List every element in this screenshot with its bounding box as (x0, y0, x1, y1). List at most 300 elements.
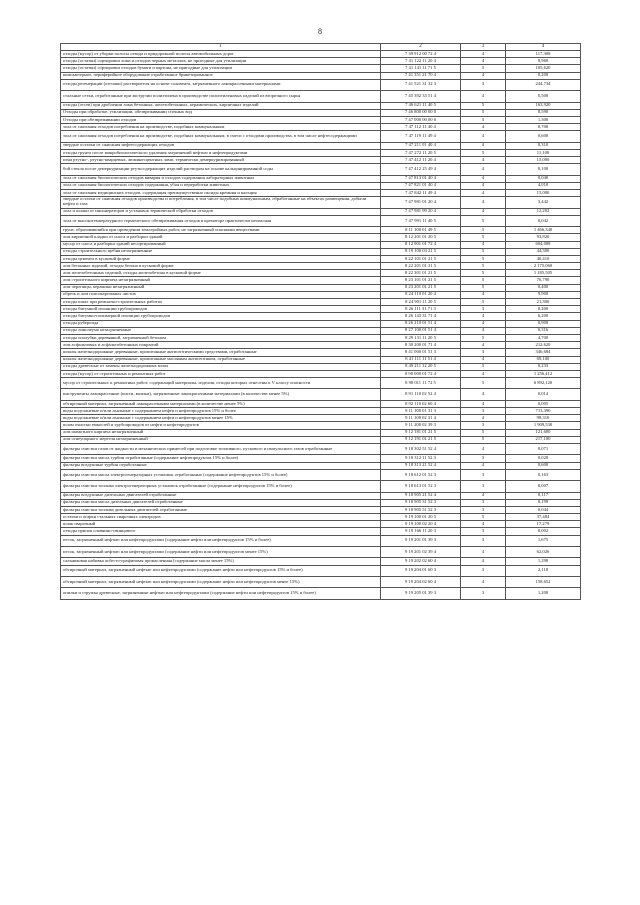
table-row (61, 528, 581, 535)
mass-cell: 0,117 (506, 492, 581, 499)
waste-name-cell: Отходы при обезвреживании отходов (61, 116, 381, 123)
table-row (61, 248, 581, 255)
table-row (61, 291, 581, 298)
hazard-class-cell: 5 (461, 65, 506, 72)
waste-name-cell: отходы (мусор) от строительных и ремонтных работ (61, 370, 381, 377)
hazard-class-cell: 4 (461, 208, 506, 215)
fkko-code-cell: 7 47 821 01 40 4 (381, 182, 461, 189)
mass-cell: 1,300 (506, 116, 581, 123)
mass-cell: 0,040 (506, 175, 581, 182)
hazard-class-cell: 4 (461, 415, 506, 422)
fkko-code-cell: 7 47 813 01 40 4 (381, 175, 461, 182)
hazard-class-cell: 4 (461, 389, 506, 400)
fkko-code-cell: 8 41 111 11 51 4 (381, 356, 461, 363)
fkko-code-cell: 8 91 110 02 52 4 (381, 389, 461, 400)
fkko-code-cell: 7 45 392 33 51 4 (381, 91, 461, 102)
hazard-class-cell: 5 (461, 234, 506, 241)
fkko-code-cell: 7 46 800 00 00 0 (381, 109, 461, 116)
hazard-class-cell: 4 (461, 444, 506, 455)
mass-cell: 0,071 (506, 444, 581, 455)
mass-cell: 37,484 (506, 514, 581, 521)
hazard-class-cell: 3 (461, 506, 506, 513)
hazard-class-cell: 3 (461, 408, 506, 415)
table-row (61, 313, 581, 320)
mass-cell: 158,652 (506, 577, 581, 588)
fkko-code-cell: 8 49 211 12 20 5 (381, 363, 461, 370)
hazard-class-cell: 4 (461, 72, 506, 79)
table-row (61, 535, 581, 546)
fkko-code-cell: 7 47 412 11 20 4 (381, 157, 461, 164)
waste-name-cell: отходы битумной изоляции трубопроводов (61, 306, 381, 313)
table-row (61, 327, 581, 334)
table-row (61, 481, 581, 492)
waste-name-cell: обтирочный материал, загрязненный нефтью или нефтепродуктами (содержание нефти или нефтепродуктов 15% и более) (61, 565, 381, 576)
hazard-class-cell: 5 (461, 334, 506, 341)
mass-cell: 117,308 (506, 51, 581, 58)
table-header-row (61, 44, 581, 51)
mass-cell: 0,005 (506, 400, 581, 407)
mass-cell: 163,920 (506, 102, 581, 109)
hazard-class-cell: 5 (461, 149, 506, 156)
fkko-code-cell: 8 41 000 01 51 3 (381, 349, 461, 356)
table-row (61, 157, 581, 164)
mass-cell: 1 466,340 (506, 227, 581, 234)
hazard-class-cell: 5 (461, 277, 506, 284)
waste-name-cell: отходы строительного щебня незагрязненные (61, 248, 381, 255)
table-row (61, 349, 581, 356)
waste-name-cell: твердые остатки от сжигания отходов производства и потребления, в том числе подобных коммунальным, обработанные на объектах размещения, добычи нефти и газа (61, 197, 381, 208)
table-row (61, 422, 581, 429)
table-row (61, 378, 581, 389)
mass-cell: 217,100 (506, 436, 581, 443)
hazard-class-cell: 5 (461, 227, 506, 234)
mass-cell: 0,002 (506, 528, 581, 535)
mass-cell: 8,590 (506, 109, 581, 116)
fkko-code-cell: 7 47 412 25 49 4 (381, 164, 461, 175)
waste-name-cell: фильтры очистки масла дизельных двигателей отработанные (61, 499, 381, 506)
mass-cell: 0,600 (506, 462, 581, 469)
waste-name-cell: мусор от строительных и ремонтных работ, содержащий материалы, изделия, отходы которых отнесены к V классу опасности (61, 378, 381, 389)
fkko-code-cell: 8 24 901 11 20 5 (381, 299, 461, 306)
table-row (61, 514, 581, 521)
mass-cell: 1 256,412 (506, 370, 581, 377)
table-row (61, 227, 581, 234)
table-row (61, 215, 581, 226)
fkko-code-cell: 7 47 272 11 20 5 (381, 149, 461, 156)
fkko-code-cell: 7 41 141 11 71 5 (381, 65, 461, 72)
waste-name-cell: зола и шлаки от инсинераторов и установок термической обработки отходов (61, 208, 381, 215)
fkko-code-cell: 8 23 101 01 21 5 (381, 277, 461, 284)
mass-cell: 0,199 (506, 499, 581, 506)
mass-cell: 12,202 (506, 208, 581, 215)
header-col-3: 3 (461, 44, 506, 51)
table-row (61, 263, 581, 270)
hazard-class-cell: 5 (461, 299, 506, 306)
waste-name-cell: сальниковая набивка асбесто-графитовая промасленная (содержание масла менее 15%) (61, 558, 381, 565)
fkko-code-cell: 7 47 842 11 49 4 (381, 190, 461, 197)
fkko-code-cell: 8 24 110 01 20 4 (381, 291, 461, 298)
waste-name-cell: шпалы железнодорожные деревянные, пропитанные масляным антисептиком, отработанные (61, 356, 381, 363)
table-row (61, 255, 581, 262)
fkko-code-cell: 9 18 313 21 52 4 (381, 462, 461, 469)
header-col-4: 4 (506, 44, 581, 51)
mass-cell: 0,020 (506, 455, 581, 462)
table-row (61, 284, 581, 291)
table-row (61, 389, 581, 400)
mass-cell: 76,790 (506, 277, 581, 284)
table-row (61, 547, 581, 558)
fkko-code-cell: 8 22 201 01 21 5 (381, 263, 461, 270)
fkko-code-cell: 7 41 122 11 20 4 (381, 58, 461, 65)
waste-name-cell: лом железобетонных изделий, отходы железобетона в кусковой форме (61, 270, 381, 277)
header-col-2: 2 (381, 44, 461, 51)
fkko-code-cell: 9 19 166 11 20 3 (381, 528, 461, 535)
table-row (61, 299, 581, 306)
mass-cell: 713,390 (506, 408, 581, 415)
waste-name-cell: бой стекла после демеркуризации ртутьсодержащих изделий раствором на основе кальцинированной соды (61, 164, 381, 175)
fkko-code-cell: 7 47 119 11 49 4 (381, 131, 461, 142)
hazard-class-cell: 3 (461, 455, 506, 462)
fkko-code-cell: 9 11 100 02 31 4 (381, 415, 461, 422)
hazard-class-cell: 3 (461, 469, 506, 480)
waste-name-cell: лом бетонных изделий, отходы бетона в кусковой форме (61, 263, 381, 270)
waste-name-cell: отходы (отсев) при дроблении лома бетонных, железобетонных, керамических, кирпичных изделий (61, 102, 381, 109)
mass-cell: 244,734 (506, 79, 581, 90)
table-row (61, 408, 581, 415)
table-row (61, 58, 581, 65)
waste-name-cell: отходы линолеума незагрязненные (61, 327, 381, 334)
hazard-class-cell: 3 (461, 528, 506, 535)
waste-name-cell: отходы (остатки) сортировки лома и отходов черных металлов, не пригодные для утилизации (61, 58, 381, 65)
hazard-class-cell: 4 (461, 400, 506, 407)
hazard-class-cell: 4 (461, 241, 506, 248)
fkko-code-cell: 9 18 312 11 52 3 (381, 455, 461, 462)
fkko-code-cell: 8 26 143 31 71 4 (381, 313, 461, 320)
mass-cell: 0,007 (506, 481, 581, 492)
fkko-code-cell: 7 47 211 01 40 4 (381, 142, 461, 149)
mass-cell: 21,300 (506, 299, 581, 306)
mass-cell: 0,014 (506, 389, 581, 400)
mass-cell: 0,700 (506, 124, 581, 131)
mass-cell: 0,200 (506, 72, 581, 79)
mass-cell: 3,442 (506, 197, 581, 208)
waste-name-cell: отходы регенерации (отгонки) растворителя на основе сольвента, загрязненного лакокрасочными материалами (61, 79, 381, 90)
table-row (61, 175, 581, 182)
fkko-code-cell: 9 18 905 31 52 3 (381, 499, 461, 506)
hazard-class-cell: 4 (461, 342, 506, 349)
hazard-class-cell: 5 (461, 116, 506, 123)
waste-name-cell: опилки и стружка древесные, загрязненные нефтью или нефтепродуктами (содержание нефти или нефтепродуктов 15% и более) (61, 588, 381, 599)
waste-name-cell: зола от сжигания отходов потребления на производстве, подобных коммунальным (61, 124, 381, 131)
mass-cell: 40,410 (506, 255, 581, 262)
mass-cell: 121,600 (506, 429, 581, 436)
hazard-class-cell: 5 (461, 363, 506, 370)
table-row (61, 506, 581, 513)
fkko-code-cell: 8 22 101 01 21 5 (381, 255, 461, 262)
fkko-code-cell: 9 12 181 01 21 5 (381, 429, 461, 436)
fkko-code-cell: 8 90 011 11 72 5 (381, 378, 461, 389)
waste-name-cell: отходы рубероида (61, 320, 381, 327)
fkko-code-cell: 7 41 351 21 70 4 (381, 72, 461, 79)
table-row (61, 149, 581, 156)
waste-name-cell: зола от сжигания медицинских отходов, содержащая преимущественно оксиды кремния и кальция (61, 190, 381, 197)
hazard-class-cell: 3 (461, 481, 506, 492)
waste-name-cell: лом черепицы, керамики незагрязненный (61, 284, 381, 291)
mass-cell: 0,200 (506, 306, 581, 313)
fkko-code-cell: 9 19 205 01 39 3 (381, 588, 461, 599)
waste-name-cell: фильтры воздушные турбин отработанные (61, 462, 381, 469)
hazard-class-cell: 5 (461, 248, 506, 255)
table-row (61, 370, 581, 377)
fkko-code-cell: 7 41 521 31 32 3 (381, 79, 461, 90)
waste-name-cell: зола от сжигания биологических отходов содержания, убоя и переработки животных (61, 182, 381, 189)
mass-cell: 15,000 (506, 157, 581, 164)
fkko-code-cell: 9 19 201 02 39 4 (381, 547, 461, 558)
mass-cell: 1,298 (506, 558, 581, 565)
fkko-code-cell: 9 12 191 01 21 5 (381, 436, 461, 443)
waste-name-cell: твердые остатки от сжигания нефтесодержащих отходов (61, 142, 381, 149)
hazard-class-cell: 5 (461, 255, 506, 262)
mass-cell: 0,044 (506, 506, 581, 513)
hazard-class-cell: 5 (461, 270, 506, 277)
waste-name-cell: лом строительного кирпича незагрязненный (61, 277, 381, 284)
waste-name-cell: фильтры очистки топлива дизельных двигателей отработанные (61, 506, 381, 513)
table-row (61, 164, 581, 175)
hazard-class-cell: 5 (461, 102, 506, 109)
hazard-class-cell: 3 (461, 499, 506, 506)
table-row (61, 320, 581, 327)
hazard-class-cell: 5 (461, 284, 506, 291)
fkko-code-cell: 9 18 905 51 52 3 (381, 506, 461, 513)
table-row (61, 208, 581, 215)
fkko-code-cell: 8 22 301 01 21 5 (381, 270, 461, 277)
waste-table (60, 43, 581, 600)
table-row (61, 79, 581, 90)
fkko-code-cell: 9 19 100 01 20 5 (381, 514, 461, 521)
hazard-class-cell: 4 (461, 91, 506, 102)
hazard-class-cell: 4 (461, 327, 506, 334)
mass-cell: 0,163 (506, 469, 581, 480)
mass-cell: 1,675 (506, 535, 581, 546)
waste-name-cell: воды подсланевые и/или льяльные с содержанием нефти и нефтепродуктов менее 15% (61, 415, 381, 422)
hazard-class-cell: 3 (461, 349, 506, 356)
table-row (61, 415, 581, 422)
table-row (61, 455, 581, 462)
hazard-class-cell: 5 (461, 215, 506, 226)
table-row (61, 577, 581, 588)
waste-name-cell: грунт, образовавшийся при проведении землеройных работ, не загрязненный опасными веществами (61, 227, 381, 234)
fkko-code-cell: 9 18 905 21 52 4 (381, 492, 461, 499)
waste-name-cell: отходы цемента в кусковой форме (61, 255, 381, 262)
table-row (61, 444, 581, 455)
table-row (61, 306, 581, 313)
table-row (61, 65, 581, 72)
waste-name-cell: песок, загрязненный нефтью или нефтепродуктами (содержание нефти или нефтепродуктов 15% и более) (61, 535, 381, 546)
hazard-class-cell: 4 (461, 291, 506, 298)
table-row (61, 469, 581, 480)
fkko-code-cell: 9 18 302 51 52 4 (381, 444, 461, 455)
mass-cell: 1 185,505 (506, 270, 581, 277)
mass-cell: 69,100 (506, 356, 581, 363)
fkko-code-cell: 9 19 204 02 60 4 (381, 577, 461, 588)
waste-name-cell: отходы битумно-полимерной изоляции трубопроводов (61, 313, 381, 320)
mass-cell: 6 892,120 (506, 378, 581, 389)
hazard-class-cell: 4 (461, 190, 506, 197)
mass-cell: 2,118 (506, 565, 581, 576)
waste-name-cell: пена ртутно-, ртутно-кварцевых, люминесцентных ламп, термически демеркуризированный (61, 157, 381, 164)
page-number: 8 (318, 27, 322, 36)
fkko-code-cell: 9 19 100 02 20 4 (381, 521, 461, 528)
mass-cell: 4,010 (506, 182, 581, 189)
fkko-code-cell: 8 90 000 01 72 4 (381, 370, 461, 377)
fkko-code-cell: 7 47 991 11 40 5 (381, 215, 461, 226)
table-row (61, 429, 581, 436)
hazard-class-cell: 4 (461, 124, 506, 131)
fkko-code-cell: 9 19 204 01 60 3 (381, 565, 461, 576)
table-row (61, 588, 581, 599)
fkko-code-cell: 8 26 210 01 51 4 (381, 320, 461, 327)
waste-name-cell: лом асфальтовых и асфальтобетонных покрытий (61, 342, 381, 349)
hazard-class-cell: 3 (461, 565, 506, 576)
fkko-code-cell: 9 11 100 01 31 3 (381, 408, 461, 415)
hazard-class-cell: 4 (461, 370, 506, 377)
waste-name-cell: шлам очистки емкостей и трубопроводов от нефти и нефтепродуктов (61, 422, 381, 429)
hazard-class-cell: 4 (461, 182, 506, 189)
table-row (61, 363, 581, 370)
fkko-code-cell: 9 18 613 01 52 3 (381, 481, 461, 492)
mass-cell: 0,400 (506, 284, 581, 291)
waste-name-cell: отходы (остатки) сортировки отходов бумаги и картона, не пригодные для утилизации (61, 65, 381, 72)
hazard-class-cell: 5 (461, 514, 506, 521)
hazard-class-cell: 4 (461, 157, 506, 164)
table-row (61, 124, 581, 131)
hazard-class-cell: 4 (461, 51, 506, 58)
fkko-code-cell: 7 47 981 99 20 4 (381, 208, 461, 215)
hazard-class-cell: 3 (461, 422, 506, 429)
waste-name-cell: фильтры воздушные дизельных двигателей отработанные (61, 492, 381, 499)
hazard-class-cell: 4 (461, 492, 506, 499)
hazard-class-cell: 4 (461, 521, 506, 528)
table-row (61, 72, 581, 79)
fkko-code-cell: 9 18 612 01 52 3 (381, 469, 461, 480)
mass-cell: 0,042 (506, 215, 581, 226)
hazard-class-cell: 4 (461, 131, 506, 142)
hazard-class-cell: 5 (461, 429, 506, 436)
hazard-class-cell: 4 (461, 577, 506, 588)
waste-name-cell: компьютерное, периферийное оборудование отработанное брикетированное (61, 72, 381, 79)
waste-name-cell: отходы (мусор) от уборки полосы отвода и придорожной полосы автомобильных дорог (61, 51, 381, 58)
mass-cell: 1 909,530 (506, 422, 581, 429)
hazard-class-cell: 4 (461, 175, 506, 182)
header-col-1: 1 (61, 44, 381, 51)
mass-cell: 4,700 (506, 334, 581, 341)
mass-cell: 8,960 (506, 58, 581, 65)
fkko-code-cell: 8 29 131 11 20 5 (381, 334, 461, 341)
waste-name-cell: лом шамотного кирпича незагрязненный (61, 429, 381, 436)
waste-name-cell: шпалы железнодорожные деревянные, пропитанные антисептическими средствами, отработанные (61, 349, 381, 356)
table-row (61, 109, 581, 116)
fkko-code-cell: 9 11 200 02 39 3 (381, 422, 461, 429)
waste-name-cell: инструменты лакокрасочные (кисти, валики), загрязненные лакокрасочными материалами (в количестве менее 5%) (61, 389, 381, 400)
waste-name-cell: фильтры очистки масла электрогенераторных установок отработанные (содержание нефтепродуктов 15% и более) (61, 469, 381, 480)
mass-cell: 15,000 (506, 190, 581, 197)
table-row (61, 91, 581, 102)
hazard-class-cell: 4 (461, 558, 506, 565)
fkko-code-cell: 8 12 901 01 72 4 (381, 241, 461, 248)
table-row (61, 499, 581, 506)
mass-cell: 9,900 (506, 291, 581, 298)
mass-cell: 0,310 (506, 142, 581, 149)
table-row (61, 334, 581, 341)
hazard-class-cell: 4 (461, 58, 506, 65)
mass-cell: 6,200 (506, 313, 581, 320)
table-row (61, 241, 581, 248)
waste-name-cell: отходы грунта после микробиологического удаления загрязнений нефтью и нефтепродуктами (61, 149, 381, 156)
mass-cell: 0,500 (506, 91, 581, 102)
hazard-class-cell: 5 (461, 378, 506, 389)
mass-cell: 17,279 (506, 521, 581, 528)
waste-name-cell: шлак сварочный (61, 521, 381, 528)
table-row (61, 565, 581, 576)
hazard-class-cell: 5 (461, 109, 506, 116)
waste-name-cell: воды подсланевые и/или льяльные с содержанием нефти и нефтепродуктов 15% и более (61, 408, 381, 415)
mass-cell: 346,684 (506, 349, 581, 356)
hazard-class-cell: 4 (461, 356, 506, 363)
fkko-code-cell: 7 47 112 11 40 4 (381, 124, 461, 131)
table-row (61, 356, 581, 363)
table-row (61, 116, 581, 123)
fkko-code-cell: 8 92 110 02 60 4 (381, 400, 461, 407)
mass-cell: 105,620 (506, 65, 581, 72)
fkko-code-cell: 8 11 100 01 49 5 (381, 227, 461, 234)
waste-name-cell: зола от сжигания биологических отходов вивария и отходов содержания лабораторных животных (61, 175, 381, 182)
waste-name-cell: отходы припоя оловянно-свинцового (61, 528, 381, 535)
fkko-code-cell: 8 12 201 01 20 5 (381, 234, 461, 241)
hazard-class-cell: 3 (461, 306, 506, 313)
table-row (61, 131, 581, 142)
mass-cell: 11,100 (506, 149, 581, 156)
waste-name-cell: зола от высокотемпературного термического обезвреживания отходов в крематоре практически неопасная (61, 215, 381, 226)
hazard-class-cell: 4 (461, 142, 506, 149)
fkko-code-cell: 7 39 912 00 72 4 (381, 51, 461, 58)
table-row (61, 182, 581, 189)
hazard-class-cell: 3 (461, 535, 506, 546)
mass-cell: 98,310 (506, 415, 581, 422)
mass-cell: 8,100 (506, 164, 581, 175)
table-row (61, 142, 581, 149)
mass-cell: 212,620 (506, 342, 581, 349)
table-row (61, 190, 581, 197)
waste-name-cell: обрезь и лом гипсокартонных листов (61, 291, 381, 298)
table-row (61, 102, 581, 109)
waste-name-cell: отходы шпал при ремонтно-строительных работах (61, 299, 381, 306)
table-row (61, 462, 581, 469)
fkko-code-cell: 8 30 200 01 71 4 (381, 342, 461, 349)
table-row (61, 436, 581, 443)
hazard-class-cell: 4 (461, 197, 506, 208)
table-body (61, 51, 581, 600)
table-row (61, 197, 581, 208)
table-row (61, 277, 581, 284)
fkko-code-cell: 8 27 100 01 51 4 (381, 327, 461, 334)
fkko-code-cell: 9 19 202 02 60 4 (381, 558, 461, 565)
fkko-code-cell: 8 19 100 03 21 5 (381, 248, 461, 255)
table-row (61, 342, 581, 349)
mass-cell: 0,900 (506, 320, 581, 327)
hazard-class-cell: 3 (461, 79, 506, 90)
fkko-code-cell: 7 47 981 01 20 4 (381, 197, 461, 208)
waste-name-cell: стальные сетки, отработанные при экструзии полиэтилена в производстве полиэтиленовых изделий из вторичного сырья (61, 91, 381, 102)
